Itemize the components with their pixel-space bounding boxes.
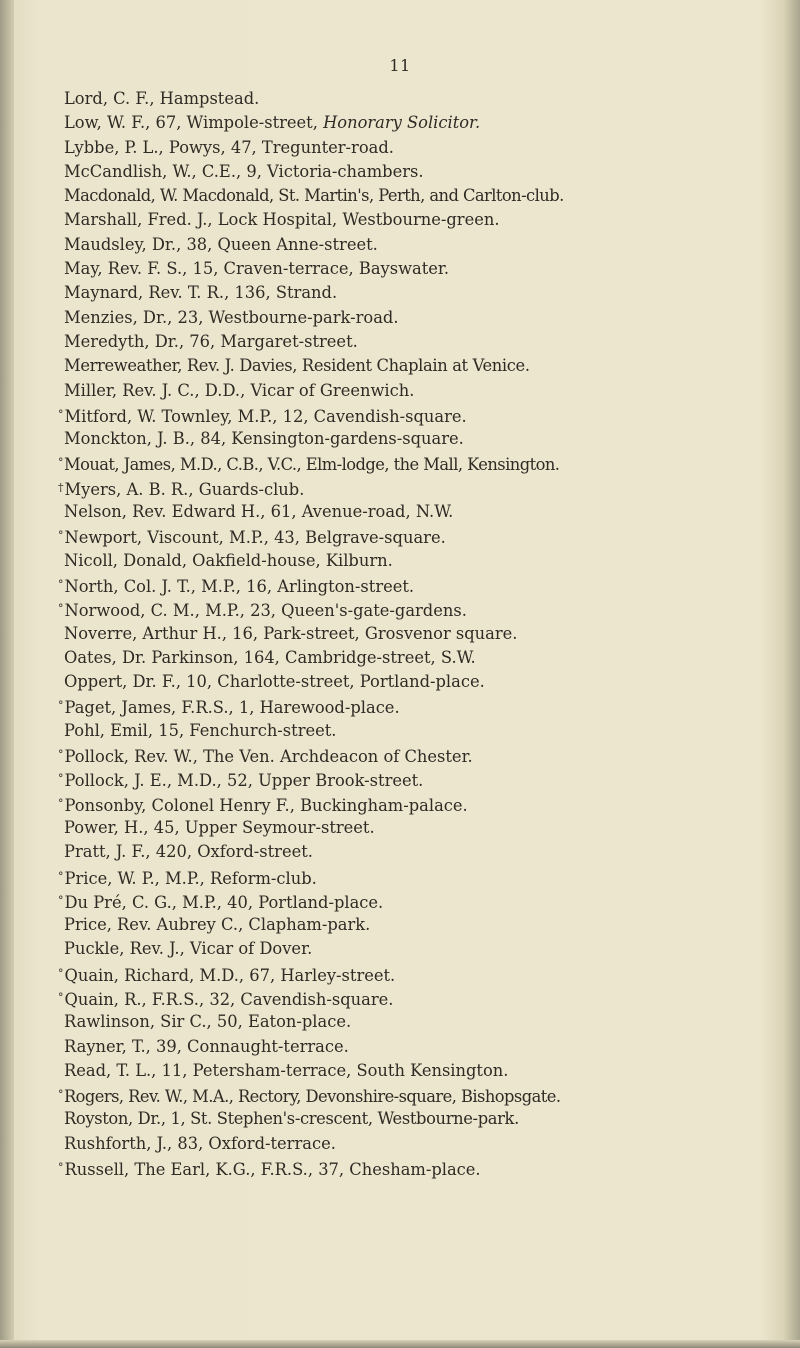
entry-text: Du Pré, C. G., M.P., 40, Portland-place. [64, 892, 384, 912]
list-item [58, 451, 780, 475]
entry-text: Quain, R., F.R.S., 32, Cavendish-square. [64, 989, 394, 1009]
entry-text: Monckton, J. B., 84, Kensington-gardens-square. [64, 429, 464, 449]
entry-text: Power, H., 45, Upper Seymour-street. [64, 817, 375, 837]
entry-mark: ° [58, 407, 64, 421]
list-item [64, 622, 780, 646]
list-item [64, 111, 780, 135]
entry-text: Price, W. P., M.P., Reform-club. [64, 868, 317, 888]
entry-text: Oppert, Dr. F., 10, Charlotte-street, Portland-place. [64, 672, 485, 692]
page-bottom-edge [0, 1340, 800, 1348]
list-item [64, 1010, 780, 1034]
entry-text: Read, T. L., 11, Petersham-terrace, South Kensington. [64, 1060, 509, 1080]
entry-mark: ° [58, 1161, 64, 1175]
list-item [58, 597, 780, 621]
list-item [64, 670, 780, 694]
list-item [64, 1059, 780, 1083]
entry-text: Mitford, W. Townley, M.P., 12, Cavendish-square. [64, 406, 467, 426]
list-item [58, 743, 780, 767]
entry-text: Lord, C. F., Hampstead. [64, 89, 260, 108]
list-item [64, 87, 780, 111]
list-item [64, 913, 780, 937]
list-item [58, 1083, 780, 1107]
list-item [64, 816, 780, 840]
list-item [58, 889, 780, 913]
list-item [64, 233, 780, 257]
entry-text: Maynard, Rev. T. R., 136, Strand. [64, 283, 338, 303]
list-item [64, 330, 780, 354]
entry-mark: ° [58, 990, 64, 1004]
list-item [64, 160, 780, 184]
entry-text: Quain, Richard, M.D., 67, Harley-street. [64, 965, 396, 985]
entry-text: North, Col. J. T., M.P., 16, Arlington-street. [64, 576, 415, 596]
entry-text: Pratt, J. F., 420, Oxford-street. [64, 842, 313, 862]
entry-mark: ° [58, 602, 64, 616]
list-item [58, 767, 780, 791]
list-item [64, 257, 780, 281]
page-number: 11 [389, 56, 411, 75]
entry-text: Russell, The Earl, K.G., F.R.S., 37, Chesham-place. [64, 1160, 481, 1180]
entry-text: Puckle, Rev. J., Vicar of Dover. [64, 939, 313, 959]
entry-mark: ° [58, 869, 64, 883]
list-item [58, 694, 780, 718]
entry-mark: ° [58, 577, 64, 591]
entry-text: Maudsley, Dr., 38, Queen Anne-street. [64, 234, 378, 254]
list-item [64, 500, 780, 524]
list-item [64, 306, 780, 330]
entry-mark: ° [58, 796, 64, 810]
entry-text: McCandlish, W., C.E., 9, Victoria-chambers. [64, 161, 424, 181]
list-item [58, 792, 780, 816]
entry-text: May, Rev. F. S., 15, Craven-terrace, Bayswater. [64, 259, 450, 279]
entry-text: Marshall, Fred. J., Lock Hospital, Westbourne-green. [64, 210, 500, 230]
list-item [58, 1156, 780, 1180]
list-item [64, 379, 780, 403]
entry-text: Low, W. F., 67, Wimpole-street, [64, 113, 324, 133]
entry-text: Norwood, C. M., M.P., 23, Queen's-gate-gardens. [64, 601, 467, 621]
list-item [64, 719, 780, 743]
list-item [58, 986, 780, 1010]
entry-text: Mouat, James, M.D., C.B., V.C., Elm-lodge, the Mall, Kensington. [63, 455, 560, 475]
entry-text: Menzies, Dr., 23, Westbourne-park-road. [64, 307, 399, 327]
entry-mark: ° [58, 456, 63, 470]
list-item [64, 184, 780, 208]
member-list [58, 87, 780, 1180]
entry-text: Nelson, Rev. Edward H., 61, Avenue-road, N.W. [64, 502, 454, 522]
list-item [64, 208, 780, 232]
entry-text: Macdonald, W. Macdonald, St. Martin's, Perth, and Carlton-club. [64, 186, 564, 206]
entry-text: Newport, Viscount, M.P., 43, Belgrave-square. [64, 528, 446, 548]
list-item [58, 573, 780, 597]
entry-text: Pollock, Rev. W., The Ven. Archdeacon of Chester. [64, 747, 473, 767]
entry-mark: ° [58, 529, 64, 543]
list-item [64, 281, 780, 305]
list-item [64, 937, 780, 961]
entry-text: Meredyth, Dr., 76, Margaret-street. [64, 331, 358, 351]
list-item [58, 524, 780, 548]
entry-mark: ° [58, 1088, 63, 1102]
list-item [64, 1035, 780, 1059]
list-item [64, 549, 780, 573]
entry-mark: ° [58, 966, 64, 980]
entry-text: Paget, James, F.R.S., 1, Harewood-place. [64, 698, 400, 718]
entry-text: Rawlinson, Sir C., 50, Eaton-place. [64, 1012, 352, 1032]
entry-text: Rushforth, J., 83, Oxford-terrace. [64, 1133, 336, 1153]
list-item [58, 476, 780, 500]
list-item [64, 136, 780, 160]
entry-text: Pollock, J. E., M.D., 52, Upper Brook-street. [64, 771, 424, 791]
entry-text: Nicoll, Donald, Oakfield-house, Kilburn. [64, 550, 393, 570]
list-item [64, 354, 780, 378]
list-item [64, 1107, 780, 1131]
entry-text: Merreweather, Rev. J. Davies, Resident Chaplain at Venice. [64, 356, 530, 376]
entry-text: Myers, A. B. R., Guards-club. [64, 479, 305, 499]
entry-text: Miller, Rev. J. C., D.D., Vicar of Greenwich. [64, 380, 415, 400]
page-edge [784, 0, 800, 1348]
entry-text: Lybbe, P. L., Powys, 47, Tregunter-road. [64, 137, 394, 157]
list-item [58, 962, 780, 986]
entry-text: Oates, Dr. Parkinson, 164, Cambridge-street, S.W. [64, 647, 476, 667]
entry-text: Pohl, Emil, 15, Fenchurch-street. [64, 720, 337, 740]
entry-role: Honorary Solicitor. [323, 113, 481, 133]
entry-text: Royston, Dr., 1, St. Stephen's-crescent, Westbourne-park. [64, 1109, 519, 1129]
entry-mark: ° [58, 772, 64, 786]
entry-mark: † [58, 480, 64, 494]
entry-mark: ° [58, 699, 64, 713]
entry-text: Price, Rev. Aubrey C., Clapham-park. [64, 915, 371, 935]
entry-text: Rogers, Rev. W., M.A., Rectory, Devonshire-square, Bishopsgate. [63, 1087, 561, 1107]
list-item [64, 1132, 780, 1156]
entry-text: Rayner, T., 39, Connaught-terrace. [64, 1036, 349, 1056]
page-gutter-shadow [0, 0, 14, 1348]
entry-text: Noverre, Arthur H., 16, Park-street, Grosvenor square. [64, 623, 518, 643]
entry-text: Ponsonby, Colonel Henry F., Buckingham-palace. [64, 795, 468, 815]
entry-mark: ° [58, 893, 64, 907]
list-item [58, 865, 780, 889]
list-item [64, 840, 780, 864]
list-item [64, 646, 780, 670]
list-item [64, 427, 780, 451]
list-item [58, 403, 780, 427]
entry-mark: ° [58, 748, 64, 762]
